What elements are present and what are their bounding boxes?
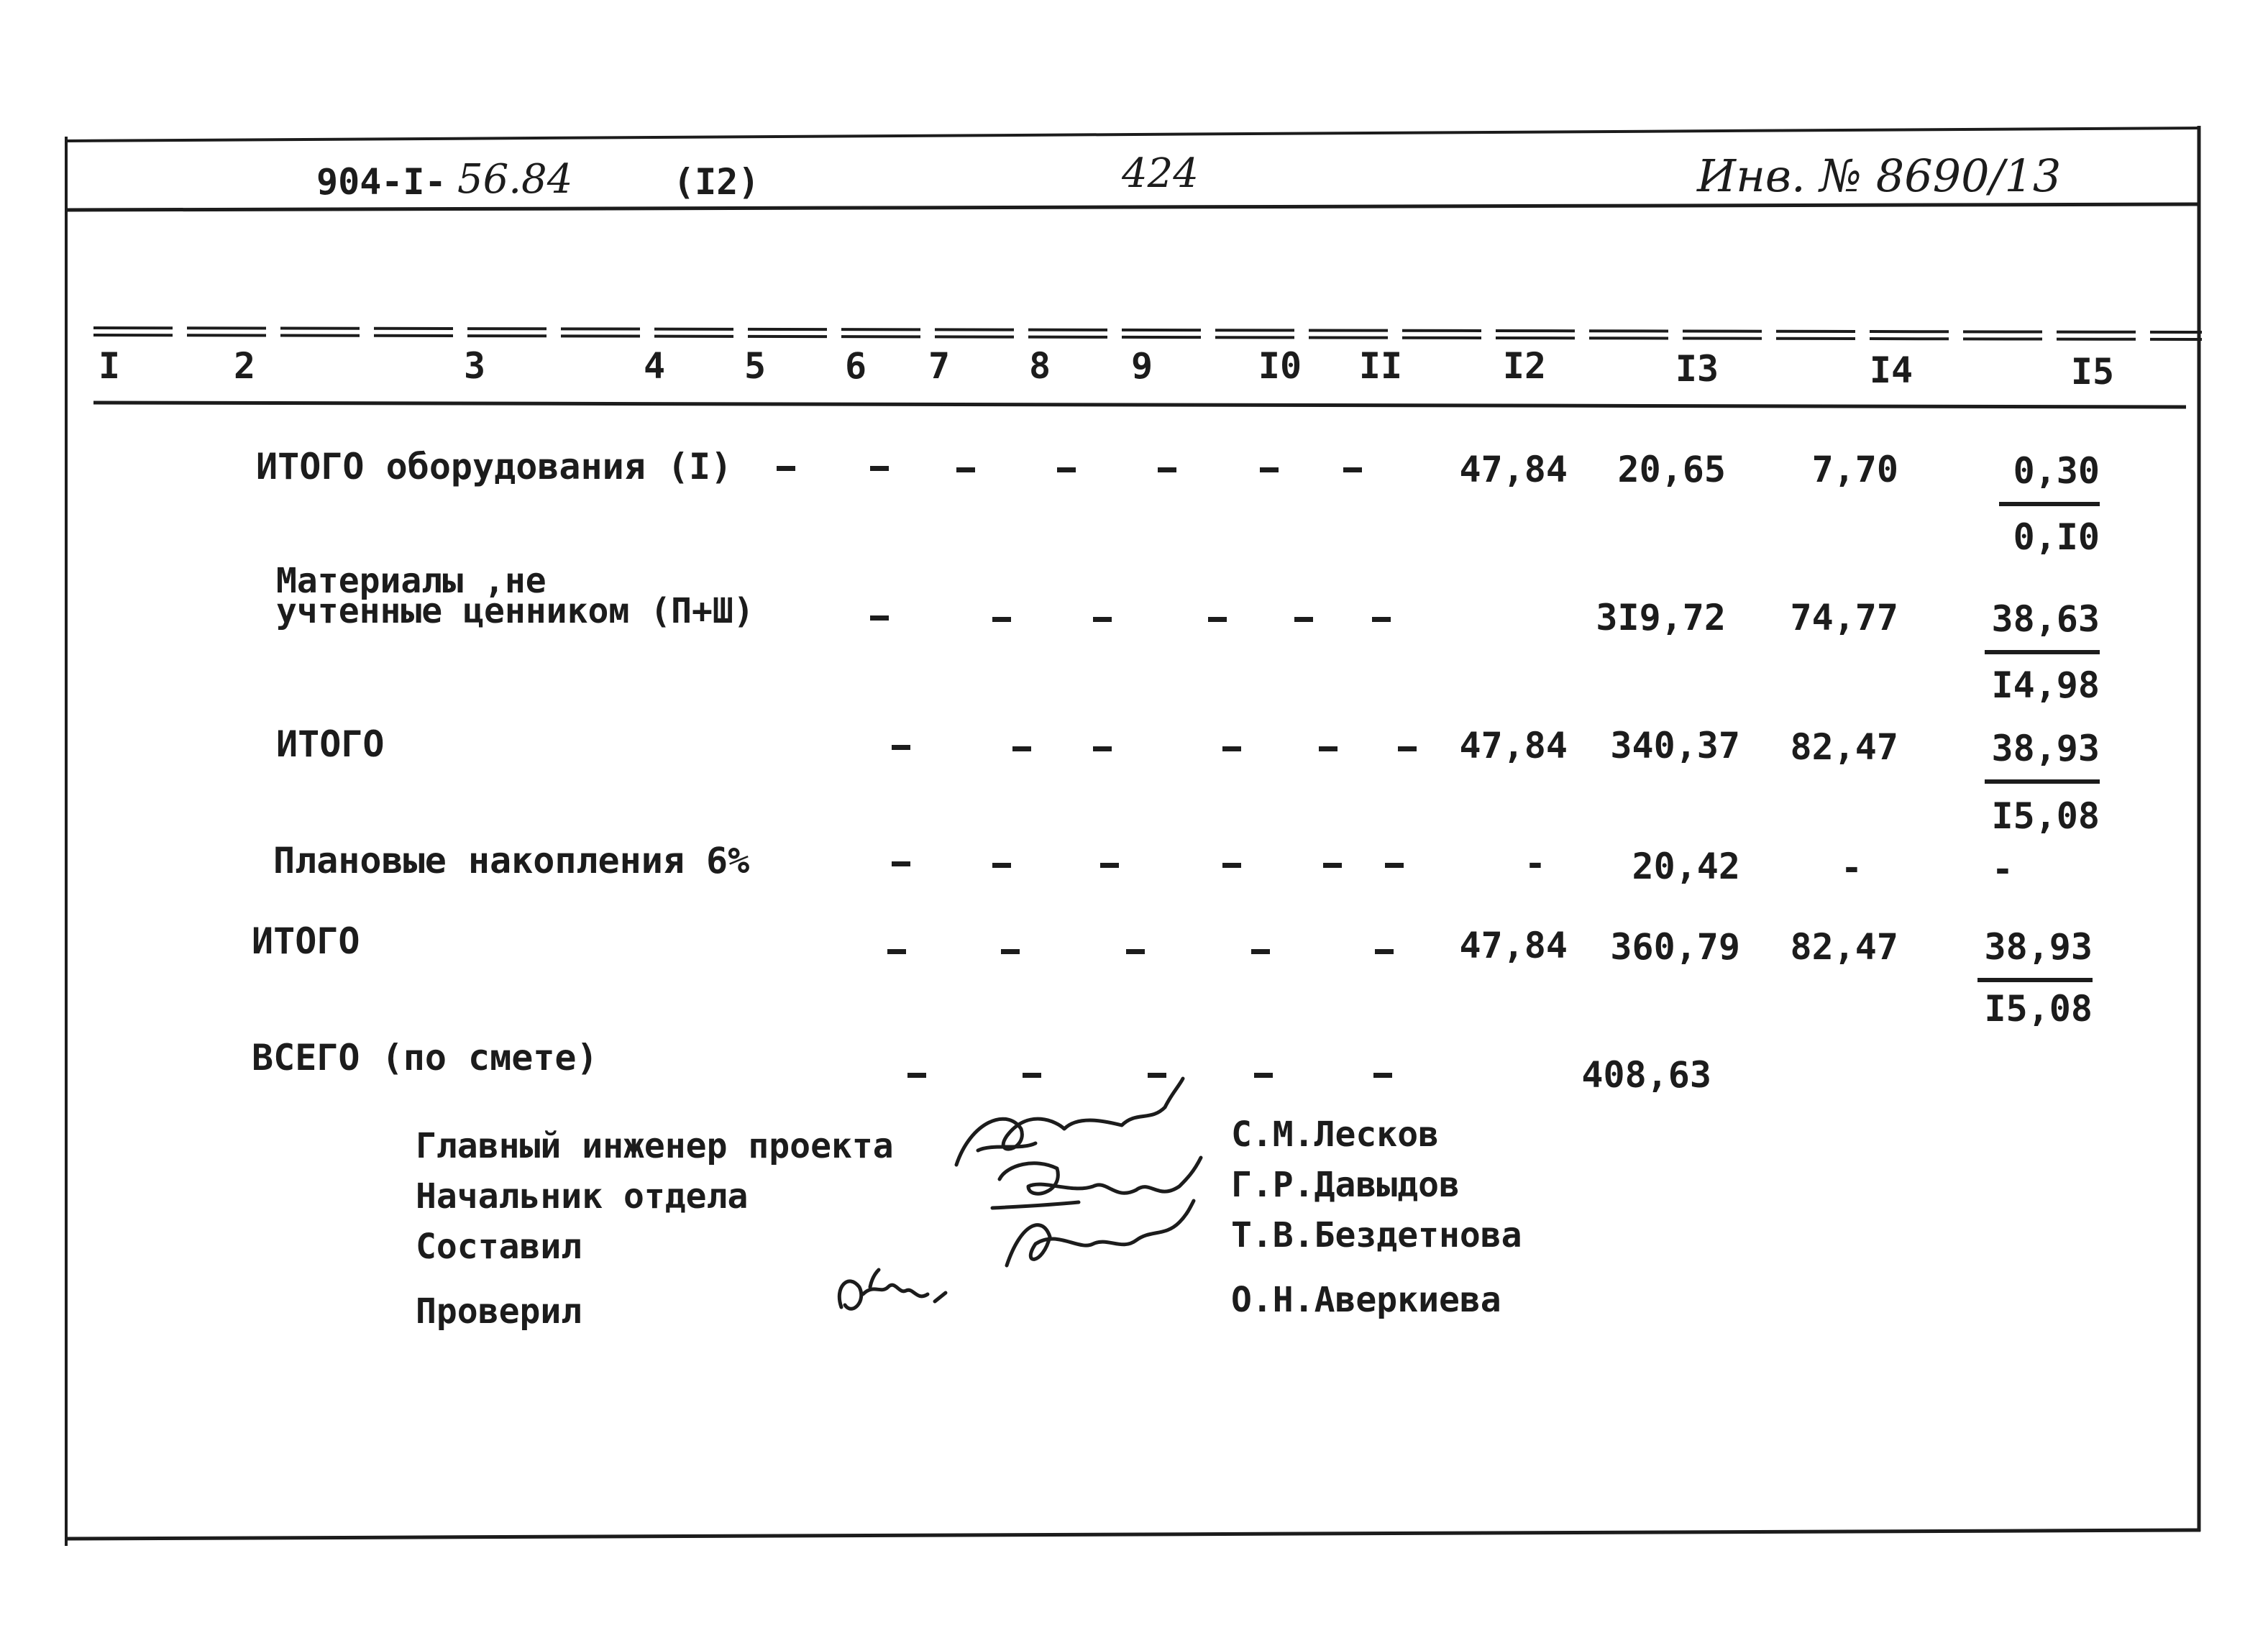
cell-col15-bottom: 0,I0 xyxy=(2013,516,2100,558)
inventory-number: Инв. № 8690/13 xyxy=(1697,150,2062,202)
cell-col13: 3I9,72 xyxy=(1596,597,1726,638)
cell-col15-bottom: I5,08 xyxy=(1984,988,2093,1030)
row-label-line1: Материалы ,не xyxy=(276,561,547,601)
cell-col15-bottom: I4,98 xyxy=(1991,664,2100,706)
col-header-9: 9 xyxy=(1130,345,1153,387)
cell-col14: 82,47 xyxy=(1790,926,1898,968)
col-header-4: 4 xyxy=(643,345,666,387)
cell-col13: 360,79 xyxy=(1610,926,1740,968)
cell-col13: 20,42 xyxy=(1632,846,1740,887)
cell-col15-top: - xyxy=(1991,848,2013,890)
col-header-6: 6 xyxy=(844,345,867,387)
cell-col15-top: 38,63 xyxy=(1991,598,2100,640)
row-label: ИТОГО xyxy=(252,920,360,962)
cell-col13: 340,37 xyxy=(1610,725,1740,766)
row-label: ИТОГО xyxy=(276,723,385,765)
cell-col14: - xyxy=(1840,847,1862,889)
col-header-3: 3 xyxy=(463,345,486,387)
col-header-12: I2 xyxy=(1502,345,1547,387)
cell-col15-top: 38,93 xyxy=(1984,926,2093,968)
signature-role: Составил xyxy=(416,1227,582,1267)
col-header-15: I5 xyxy=(2070,351,2115,393)
grand-total-value: 408,63 xyxy=(1581,1054,1711,1096)
signatory-name: О.Н.Аверкиева xyxy=(1231,1280,1501,1320)
col-header-10: I0 xyxy=(1258,345,1302,387)
col-header-8: 8 xyxy=(1028,345,1051,387)
signatory-name: Т.В.Бездетнова xyxy=(1231,1215,1522,1255)
col-header-14: I4 xyxy=(1869,349,1913,391)
col-header-5: 5 xyxy=(744,345,767,387)
signatory-name: С.М.Лесков xyxy=(1231,1114,1439,1155)
cell-col14: 74,77 xyxy=(1790,597,1898,638)
cell-col12: 47,84 xyxy=(1459,925,1568,966)
cell-col14: 82,47 xyxy=(1790,726,1898,768)
doc-code-typed: 904-I- xyxy=(316,161,447,203)
signature-role: Главный инженер проекта xyxy=(416,1126,894,1166)
cell-col12: 47,84 xyxy=(1459,449,1568,490)
cell-col12: - xyxy=(1524,843,1546,884)
signature-role: Начальник отдела xyxy=(416,1176,749,1217)
col-header-13: I3 xyxy=(1675,348,1719,390)
cell-col13: 20,65 xyxy=(1617,449,1726,490)
cell-col15-top: 38,93 xyxy=(1991,728,2100,769)
col-header-2: 2 xyxy=(233,345,256,387)
col-header-11: II xyxy=(1358,345,1403,387)
cell-col15-bottom: I5,08 xyxy=(1991,795,2100,837)
row-label-line2: учтенные ценником (П+Ш) xyxy=(276,591,754,631)
col-header-1: I xyxy=(98,345,121,387)
row-label: ВСЕГО (по смете) xyxy=(252,1037,598,1079)
signatory-name: Г.Р.Давыдов xyxy=(1231,1165,1460,1205)
doc-code-handwritten: 56.84 xyxy=(457,156,573,203)
row-label: ИТОГО оборудования (I) xyxy=(256,446,733,487)
page-number: 424 xyxy=(1122,150,1199,197)
cell-col15-top: 0,30 xyxy=(2013,450,2100,492)
cell-col14: 7,70 xyxy=(1811,449,1898,490)
cell-col12: 47,84 xyxy=(1459,725,1568,766)
sheet-ref: (I2) xyxy=(673,161,760,203)
signature-role: Проверил xyxy=(416,1291,582,1332)
col-header-7: 7 xyxy=(928,345,951,387)
row-label: Плановые накопления 6% xyxy=(273,840,750,882)
